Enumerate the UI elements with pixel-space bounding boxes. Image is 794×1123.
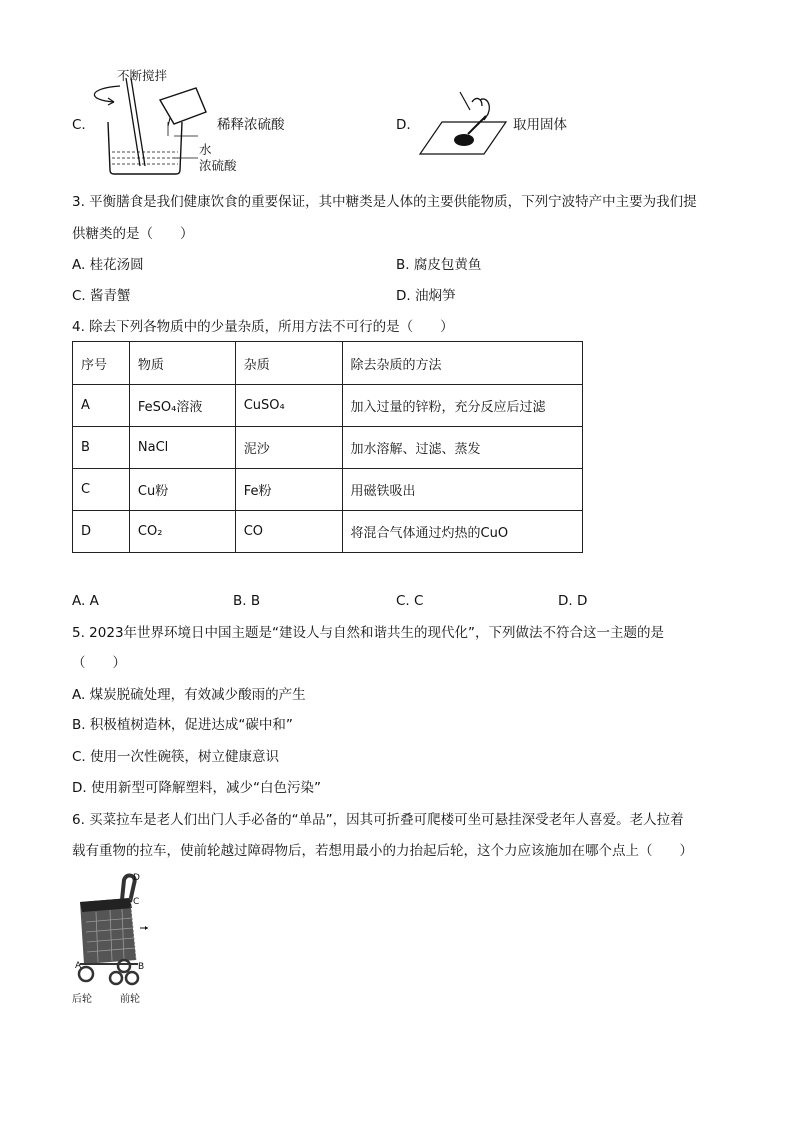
q3-stem-line1: 3. 平衡膳食是我们健康饮食的重要保证，其中糖类是人体的主要供能物质，下列宁波特产中主要为我们提 xyxy=(72,194,697,210)
cell-substance: NaCl xyxy=(129,427,235,469)
cell-substance: Cu粉 xyxy=(129,469,235,511)
q2-fig-label-stir: 不断搅拌 xyxy=(117,68,168,83)
q5-stem-line2: （ ） xyxy=(72,655,126,671)
header-impurity: 杂质 xyxy=(235,342,342,385)
cart-label-rear-wheel: 后轮 xyxy=(72,994,92,1005)
cart-label-a: A xyxy=(75,961,82,971)
cell-substance: FeSO₄溶液 xyxy=(129,385,235,427)
q4-stem: 4. 除去下列各物质中的少量杂质，所用方法不可行的是（ ） xyxy=(72,319,454,335)
cell-id: B xyxy=(73,427,130,469)
take-solid-figure xyxy=(420,92,510,162)
q5-option-d[interactable]: D. 使用新型可降解塑料，减少“白色污染” xyxy=(72,780,321,796)
cell-impurity: CuSO₄ xyxy=(235,385,342,427)
header-id: 序号 xyxy=(73,342,130,385)
q2-option-d-caption: 取用固体 xyxy=(513,117,567,133)
q5-stem-line1: 5. 2023年世界环境日中国主题是“建设人与自然和谐共生的现代化”，下列做法不符合这一主题的是 xyxy=(72,625,665,641)
header-method: 除去杂质的方法 xyxy=(342,342,582,385)
q3-option-c[interactable]: C. 酱青蟹 xyxy=(72,288,131,304)
table-row xyxy=(73,469,583,511)
cell-impurity: 泥沙 xyxy=(235,427,342,469)
header-substance: 物质 xyxy=(129,342,235,385)
cell-id: A xyxy=(73,385,130,427)
cell-id: D xyxy=(73,511,130,553)
q3-option-d[interactable]: D. 油焖笋 xyxy=(396,288,456,304)
q5-option-a[interactable]: A. 煤炭脱硫处理，有效减少酸雨的产生 xyxy=(72,687,306,703)
cart-label-c: C xyxy=(133,897,140,907)
cell-method: 加入过量的锌粉，充分反应后过滤 xyxy=(342,385,582,427)
q2-option-d-label: D. xyxy=(396,117,411,133)
q4-option-b[interactable]: B. B xyxy=(233,593,261,609)
q4-option-a[interactable]: A. A xyxy=(72,593,99,609)
q2-option-c-caption: 稀释浓硫酸 xyxy=(217,117,285,133)
q5-option-b[interactable]: B. 积极植树造林，促进达成“碳中和” xyxy=(72,717,293,733)
cart-label-d: D xyxy=(133,873,140,883)
q4-impurity-table xyxy=(72,341,583,553)
shopping-cart-figure xyxy=(70,872,160,1002)
cell-substance: CO₂ xyxy=(129,511,235,553)
cell-method: 用磁铁吸出 xyxy=(342,469,582,511)
q6-stem-line2: 载有重物的拉车，使前轮越过障碍物后，若想用最小的力抬起后轮，这个力应该施加在哪个点上（ ） xyxy=(72,843,693,859)
cell-id: C xyxy=(73,469,130,511)
q5-option-c[interactable]: C. 使用一次性碗筷，树立健康意识 xyxy=(72,749,280,765)
cell-impurity: Fe粉 xyxy=(235,469,342,511)
table-row xyxy=(73,511,583,553)
table-row xyxy=(73,427,583,469)
q6-stem-line1: 6. 买菜拉车是老人们出门人手必备的“单品”，因其可折叠可爬楼可坐可悬挂深受老年人喜爱。老人拉着 xyxy=(72,812,684,828)
q2-fig-label-water: 水 xyxy=(199,142,212,157)
cart-label-b: B xyxy=(138,962,145,972)
cell-impurity: CO xyxy=(235,511,342,553)
q3-stem-line2: 供糖类的是（ ） xyxy=(72,226,194,242)
cart-label-front-wheel: 前轮 xyxy=(120,994,140,1005)
q3-option-a[interactable]: A. 桂花汤圆 xyxy=(72,257,144,273)
cell-method: 将混合气体通过灼热的CuO xyxy=(342,511,582,553)
q2-fig-label-acid: 浓硫酸 xyxy=(199,158,237,173)
cell-method: 加水溶解、过滤、蒸发 xyxy=(342,427,582,469)
q2-option-c-label: C. xyxy=(72,117,86,133)
table-row xyxy=(73,385,583,427)
q3-option-b[interactable]: B. 腐皮包黄鱼 xyxy=(396,257,482,273)
q4-option-d[interactable]: D. D xyxy=(558,593,588,609)
table-header-row xyxy=(73,342,583,385)
q4-option-c[interactable]: C. C xyxy=(396,593,424,609)
